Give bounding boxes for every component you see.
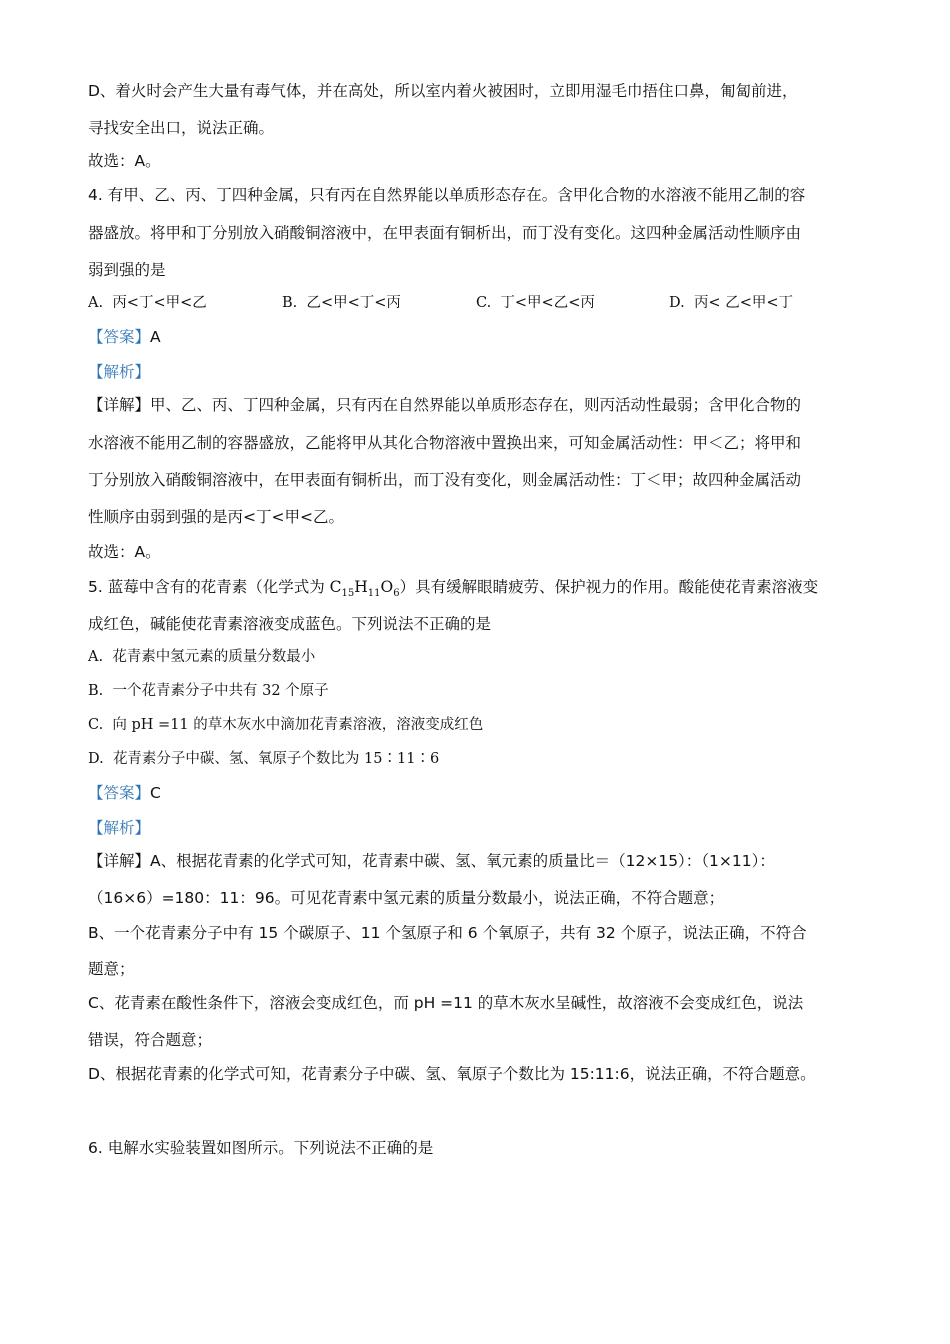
q4-stem-line1: 4. 有甲、乙、丙、丁四种金属，只有丙在自然界能以单质形态存在。含甲化合物的水溶液不能用乙制的容 [88,186,806,204]
q3-choice: 故选：A。 [88,152,161,170]
q4-detail-line1: 【详解】甲、乙、丙、丁四种金属，只有丙在自然界能以单质形态存在，则丙活动性最弱；含甲化合物的 [88,396,802,414]
q5-c-line2: 错误，符合题意； [88,1031,213,1049]
q4-option-c: C. 丁<甲<乙<丙 [476,295,595,311]
q4-detail-line3: 丁分别放入硝酸铜溶液中，在甲表面有铜析出，而丁没有变化，则金属活动性：丁＜甲；故四种金属活动 [88,471,802,489]
q4-answer [88,326,880,348]
q4-option-d: D. 丙< 乙<甲<丁 [669,295,793,311]
q5-b-line1: B、一个花青素分子中有 15 个碳原子、11 个氢原子和 6 个氧原子，共有 32 个原子，说法正确，不符合 [88,924,807,942]
q4-choice: 故选：A。 [88,543,161,561]
chemical-formula: $C_{15}H_{11}O_6$ [329,578,400,600]
q4-stem-line3: 弱到强的是 [88,261,166,279]
q5-option-c: C. 向 pH =11 的草木灰水中滴加花青素溶液，溶液变成红色 [88,717,484,733]
q6-stem: 6. 电解水实验装置如图所示。下列说法不正确的是 [88,1139,434,1157]
q5-option-d: D. 花青素分子中碳、氢、氧原子个数比为 15∶11∶6 [88,751,440,767]
q5-stem-line1: 5. 蓝莓中含有的花青素（化学式为 $C_{15}H_{11}O_6$）具有缓解眼睛疲劳、保护视力的作用。酸能使花青素溶液变 [88,578,819,600]
q3-d-line1: D、着火时会产生大量有毒气体，并在高处，所以室内着火被困时，立即用湿毛巾捂住口鼻，匍匐前进， [88,82,798,100]
answer-tag: 【答案】 [88,784,151,802]
q5-option-a: A. 花青素中氢元素的质量分数最小 [88,649,316,665]
answer-value: A [150,328,161,346]
q5-option-b: B. 一个花青素分子中共有 32 个原子 [88,683,329,699]
q5-detail-line1: 【详解】A、根据花青素的化学式可知，花青素中碳、氢、氧元素的质量比＝（12×15）：（1×11）： [88,852,775,870]
q5-d-line1: D、根据花青素的化学式可知，花青素分子中碳、氢、氧原子个数比为 15:11:6，说法正确，不符合题意。 [88,1065,816,1083]
q5-b-line2: 题意； [88,960,135,978]
q4-option-a: A. 丙<丁<甲<乙 [88,295,207,311]
q5-stem-line2: 成红色，碱能使花青素溶液变成蓝色。下列说法不正确的是 [88,615,492,633]
q3-d-line2: 寻找安全出口，说法正确。 [88,119,275,137]
q4-analysis-tag: 【解析】 [88,363,151,381]
q5-detail-line2: （16×6）=180：11：96。可见花青素中氢元素的质量分数最小，说法正确，不符合题意； [88,889,725,907]
detail-tag: 【详解】 [88,396,151,414]
detail-tag: 【详解】 [88,852,151,870]
q5-c-line1: C、花青素在酸性条件下，溶液会变成红色，而 pH =11 的草木灰水呈碱性，故溶液不会变成红色，说法 [88,994,804,1012]
q4-stem-line2: 器盛放。将甲和丁分别放入硝酸铜溶液中，在甲表面有铜析出，而丁没有变化。这四种金属活动性顺序由 [88,224,802,242]
q4-option-b: B. 乙<甲<丁<丙 [282,295,401,311]
answer-tag: 【答案】 [88,328,151,346]
q5-analysis-tag: 【解析】 [88,819,151,837]
q4-detail-line2: 水溶液不能用乙制的容器盛放，乙能将甲从其化合物溶液中置换出来，可知金属活动性：甲＜乙；将甲和 [88,434,802,452]
q5-answer [88,782,880,804]
q4-detail-line4: 性顺序由弱到强的是丙<丁<甲<乙。 [88,508,344,526]
answer-value: C [150,784,161,802]
